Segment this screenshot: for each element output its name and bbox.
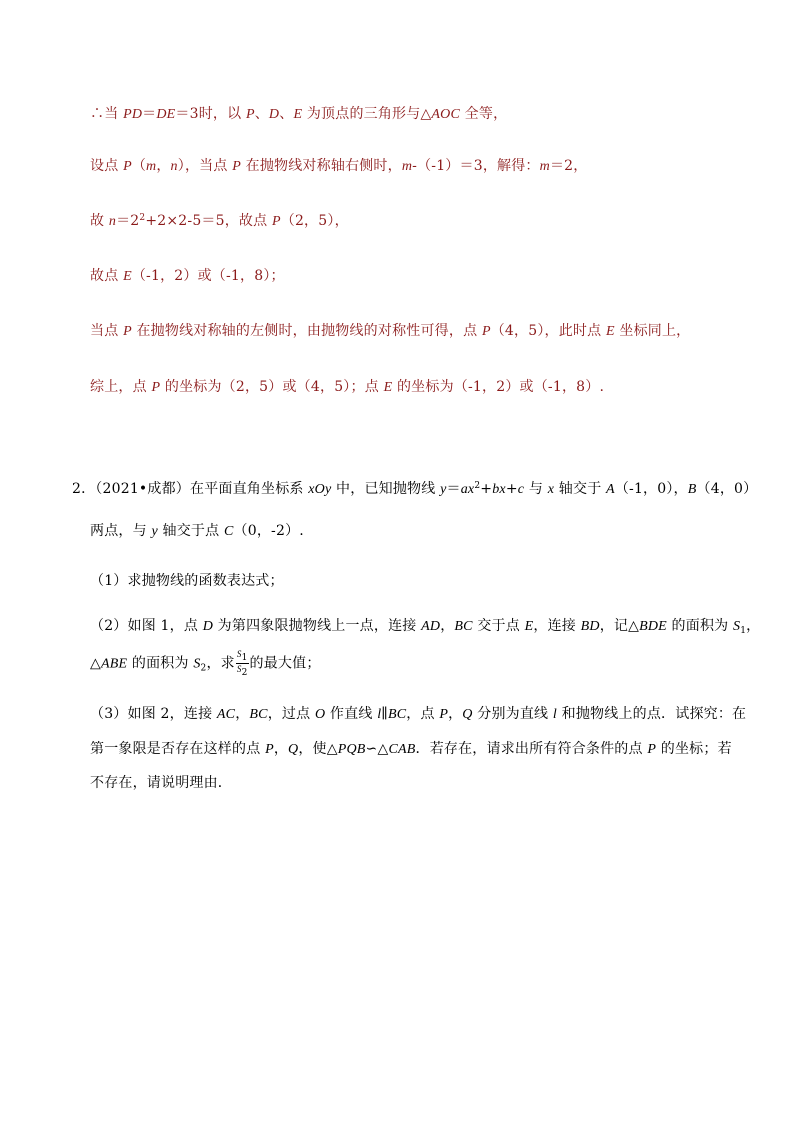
problem-part-3-cont: 第一象限是否存在这样的点 P，Q，使△PQB∽△CAB．若存在，请求出所有符合条件的点 P 的坐标；若 <box>90 741 732 757</box>
problem-part-2: （2）如图 1，点 D 为第四象限抛物线上一点，连接 AD，BC 交于点 E，连接 BD，记△BDE 的面积为 $S_1$， <box>90 618 761 636</box>
s1-over-s2-fraction: $\frac{S_1}{S_2}$ <box>236 649 248 678</box>
solution-line-2: 设点 P（m，n），当点 P 在抛物线对称轴右侧时，m-（-1）＝3，解得：m＝2， <box>90 158 588 174</box>
solution-line-1: ∴当 PD＝DE＝3时，以 P、D、E 为顶点的三角形与△AOC 全等， <box>90 106 508 122</box>
problem-part-3: （3）如图 2，连接 AC，BC，过点 O 作直线 l∥BC，点 P，Q 分别为直线 l 和抛物线上的点．试探究：在 <box>90 706 747 722</box>
solution-line-6: 综上，点 P 的坐标为（2，5）或（4，5）；点 E 的坐标为（-1，2）或（-1，8）. <box>90 379 605 395</box>
problem-line-2: 两点，与 y 轴交于点 C（0，-2）. <box>90 523 304 539</box>
problem-part-2-cont: △ABE 的面积为 $S_2$，求 $\frac{S_1}{S_2}$ 的最大值； <box>90 649 321 678</box>
problem-part-1: （1）求抛物线的函数表达式； <box>90 573 284 589</box>
solution-line-5: 当点 P 在抛物线对称轴的左侧时，由抛物线的对称性可得，点 P（4，5），此时点 E 坐标同上， <box>90 323 691 339</box>
solution-line-4: 故点 E（-1，2）或（-1，8）； <box>90 268 285 284</box>
solution-line-3: 故 $n=2^2+2\times 2-5=5$，故点 P（2，5）， <box>90 213 349 229</box>
problem-part-3-end: 不存在，请说明理由． <box>90 775 232 791</box>
problem-line-1: 2．（2021•成都）在平面直角坐标系 xOy 中，已知抛物线 $y=ax^2+bx+c$ 与 x 轴交于 A（-1，0），B（4，0） <box>72 481 758 497</box>
